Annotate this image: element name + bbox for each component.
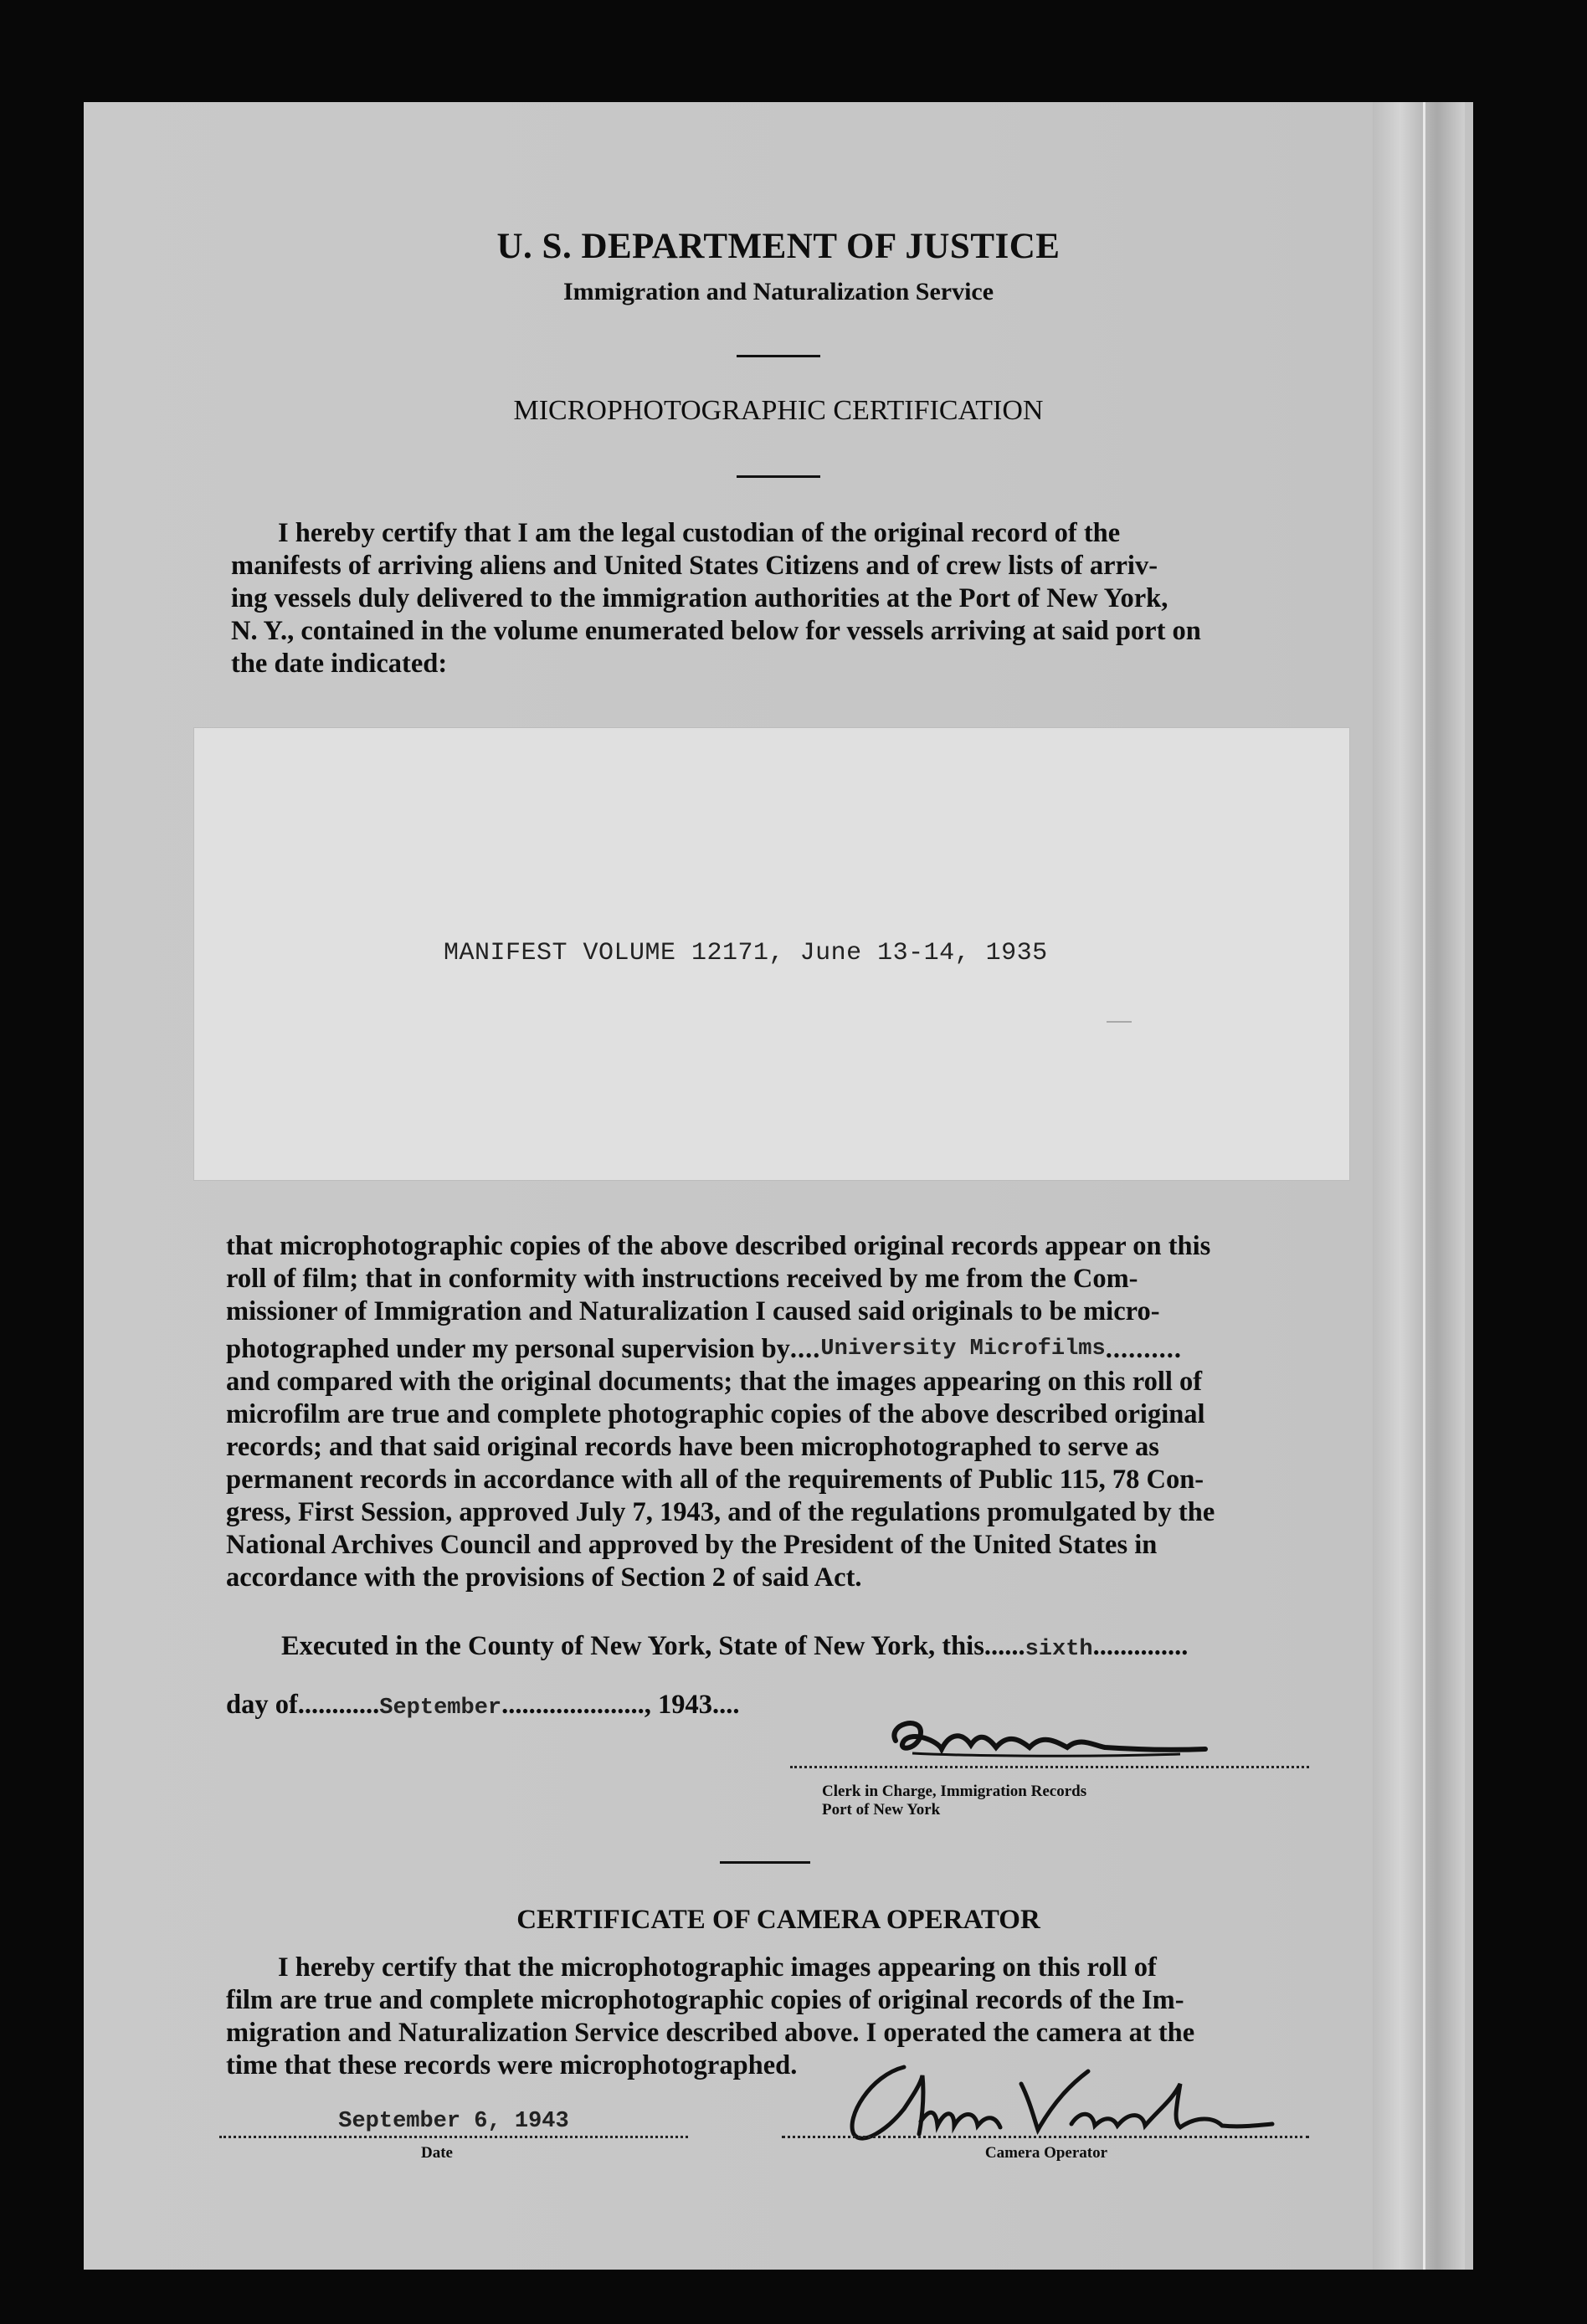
body-line: and compared with the original documents; that the images appearing on this roll of — [226, 1367, 1203, 1397]
certification-title: MICROPHOTOGRAPHIC CERTIFICATION — [513, 395, 1044, 426]
camera-line: film are true and complete microphotographic copies of original records of the Im- — [226, 1985, 1184, 2015]
supervision-prefix: photographed under my personal supervision by — [226, 1334, 790, 1364]
clerk-title-line: Clerk in Charge, Immigration Records — [822, 1783, 1087, 1800]
clerk-signature-line — [790, 1766, 1309, 1768]
body-line: roll of film; that in conformity with instructions received by me from the Com- — [226, 1264, 1138, 1294]
camera-line: time that these records were microphotographed. — [226, 2050, 798, 2080]
camera-certificate-title: CERTIFICATE OF CAMERA OPERATOR — [516, 1905, 1040, 1935]
intro-line: I hereby certify that I am the legal custodian of the original record of the — [278, 518, 1121, 548]
card-mark — [1107, 1021, 1132, 1023]
supervisor-name: University Microfilms — [820, 1336, 1106, 1362]
intro-line: manifests of arriving aliens and United States Citizens and of crew lists of arriv- — [231, 551, 1158, 581]
dotted-leader: .... — [711, 1690, 740, 1720]
clerk-title — [822, 1783, 1086, 1819]
date-line — [226, 1689, 739, 1725]
body-line: gress, First Session, approved July 7, 1943, and of the regulations promulgated by the — [226, 1497, 1215, 1527]
body-paragraph — [226, 1230, 1322, 1594]
execution-year: , 1943 — [644, 1690, 712, 1720]
intro-line: ing vessels duly delivered to the immigration authorities at the Port of New York, — [231, 583, 1168, 613]
divider — [737, 475, 820, 478]
execution-day: sixth — [1025, 1637, 1093, 1662]
dotted-leader: .......... — [1105, 1334, 1182, 1364]
dotted-leader: ..................... — [501, 1690, 645, 1720]
camera-line: migration and Naturalization Service described above. I operated the camera at the — [226, 2018, 1195, 2048]
camera-date-value: September 6, 1943 — [338, 2109, 569, 2134]
intro-line: N. Y., contained in the volume enumerated below for vessels arriving at said port on — [231, 616, 1201, 646]
document-sheet — [84, 102, 1473, 2270]
body-line: missioner of Immigration and Naturalization I caused said originals to be micro- — [226, 1296, 1160, 1326]
date-signature-line — [219, 2136, 688, 2138]
clerk-signature-icon — [862, 1707, 1239, 1774]
day-of-label: day of — [226, 1690, 298, 1720]
date-label: Date — [421, 2144, 453, 2162]
body-line: that microphotographic copies of the above described original records appear on this — [226, 1231, 1211, 1261]
department-heading: U. S. DEPARTMENT OF JUSTICE — [496, 227, 1061, 266]
camera-date — [219, 2109, 688, 2134]
body-line: accordance with the provisions of Section 2 of said Act. — [226, 1562, 862, 1593]
body-line: National Archives Council and approved by the President of the United States in — [226, 1530, 1158, 1560]
body-line: permanent records in accordance with all of the requirements of Public 115, 78 Con- — [226, 1465, 1204, 1495]
intro-paragraph — [231, 517, 1328, 680]
body-line: records; and that said original records have been microphotographed to serve as — [226, 1432, 1159, 1462]
dotted-leader: .............. — [1092, 1631, 1189, 1661]
divider — [720, 1861, 810, 1864]
dotted-leader: .... — [789, 1334, 821, 1364]
execution-prefix: Executed in the County of New York, State of New York, this — [281, 1631, 984, 1661]
manifest-volume-text: MANIFEST VOLUME 12171, June 13-14, 1935 — [444, 939, 1048, 967]
operator-label: Camera Operator — [984, 2144, 1108, 2162]
body-line: microfilm are true and complete photographic copies of the above described original — [226, 1399, 1205, 1429]
intro-line: the date indicated: — [231, 649, 448, 679]
page-edge — [1373, 102, 1465, 2270]
execution-line — [281, 1630, 1188, 1666]
page-edge-highlight — [1423, 102, 1425, 2270]
clerk-title-line: Port of New York — [822, 1801, 941, 1819]
service-subheading: Immigration and Naturalization Service — [562, 278, 994, 305]
dotted-leader: ...... — [984, 1631, 1025, 1661]
operator-signature-line — [782, 2136, 1309, 2138]
execution-month: September — [379, 1696, 502, 1721]
dotted-leader: ............ — [297, 1690, 380, 1720]
camera-line: I hereby certify that the microphotographic images appearing on this roll of — [278, 1952, 1157, 1983]
divider — [737, 355, 820, 357]
